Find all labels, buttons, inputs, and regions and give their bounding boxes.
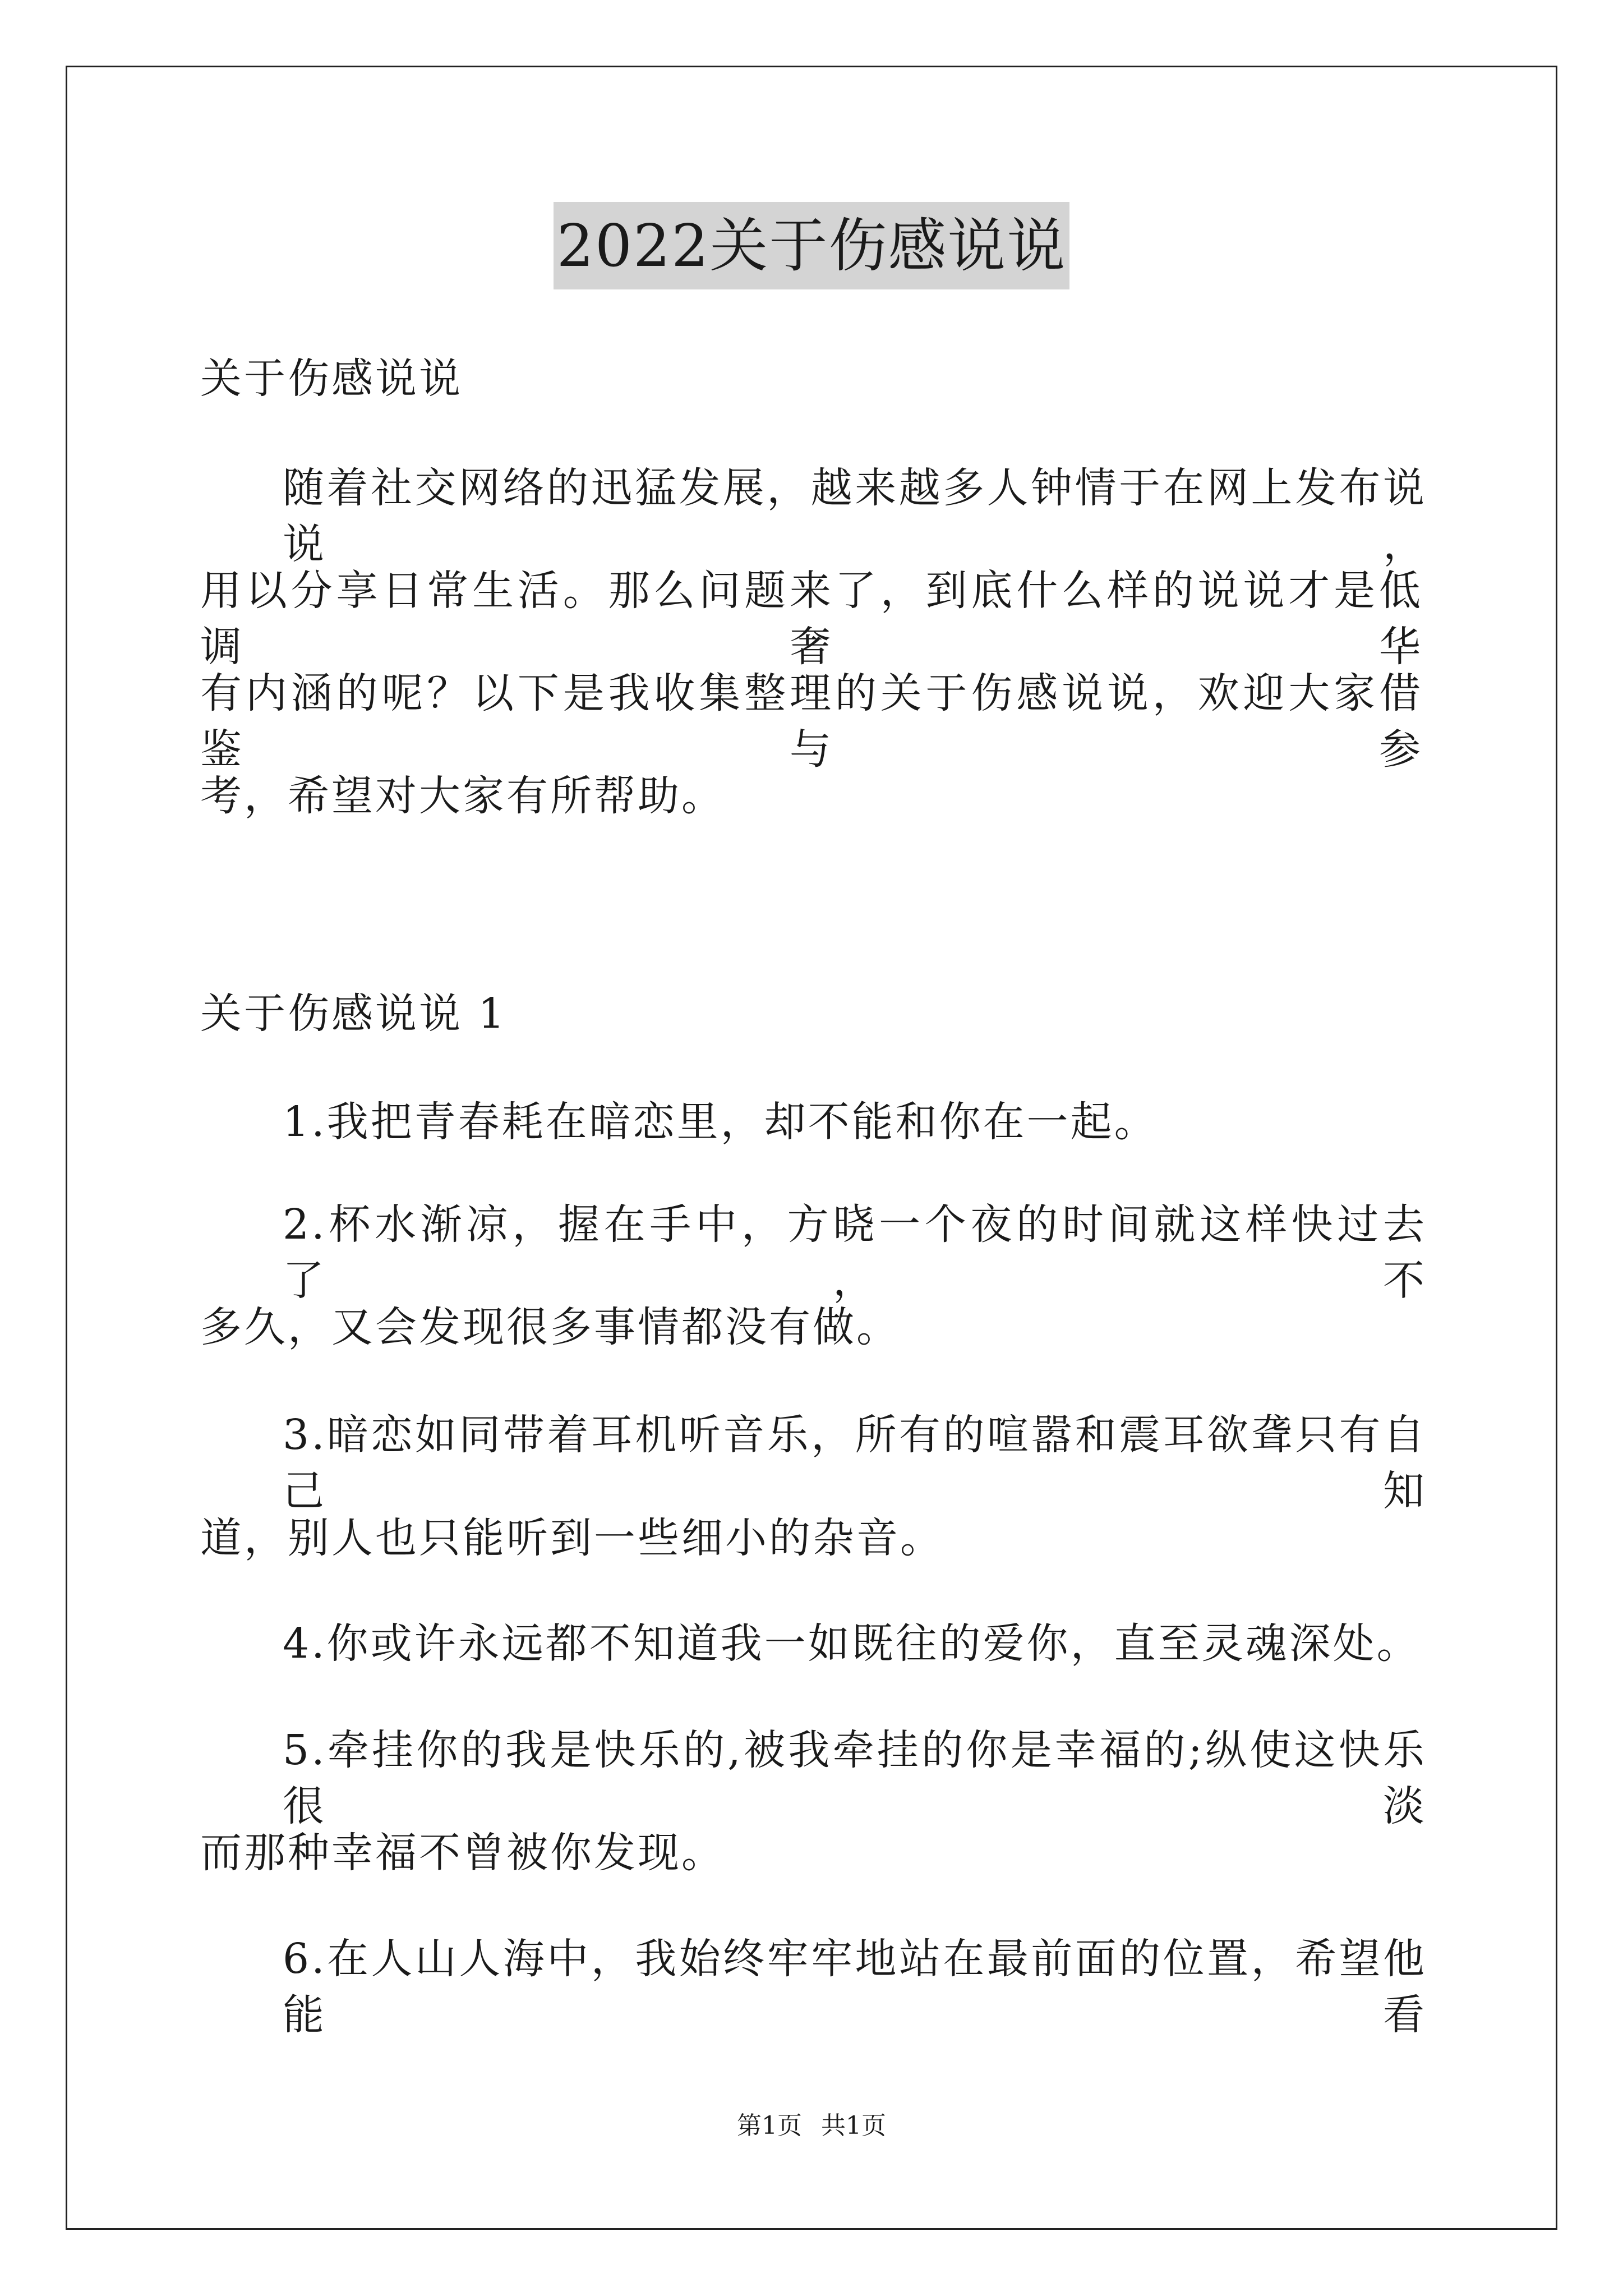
item-line: 2.杯水渐凉，握在手中，方晓一个夜的时间就这样快过去了，不 xyxy=(283,1200,1427,1305)
page-number: 第1页 xyxy=(737,2111,802,2140)
item-line: 多久，又会发现很多事情都没有做。 xyxy=(200,1303,900,1351)
item-line: 6.在人山人海中，我始终牢牢地站在最前面的位置，希望他能看 xyxy=(283,1935,1427,2039)
item-line: 5.牵挂你的我是快乐的,被我牵挂的你是幸福的;纵使这快乐很淡 xyxy=(283,1726,1427,1830)
page-footer xyxy=(0,2109,1623,2143)
item-line: 1.我把青春耗在暗恋里，却不能和你在一起。 xyxy=(283,1098,1158,1146)
page-total: 共1页 xyxy=(821,2111,886,2140)
intro-line: 用以分享日常生活。那么问题来了，到底什么样的说说才是低调奢华 xyxy=(200,567,1423,671)
title-container xyxy=(0,202,1623,289)
document-title: 2022关于伤感说说 xyxy=(554,202,1070,289)
item-line: 而那种幸福不曾被你发现。 xyxy=(200,1829,725,1877)
subheading: 关于伤感说说 1 xyxy=(200,990,507,1038)
intro-line: 有内涵的呢？以下是我收集整理的关于伤感说说，欢迎大家借鉴与参 xyxy=(200,669,1423,774)
item-line: 道，别人也只能听到一些细小的杂音。 xyxy=(200,1514,944,1562)
item-line: 4.你或许永远都不知道我一如既往的爱你，直至灵魂深处。 xyxy=(283,1619,1421,1668)
item-line: 3.暗恋如同带着耳机听音乐，所有的喧嚣和震耳欲聋只有自己知 xyxy=(283,1411,1427,1515)
section-heading: 关于伤感说说 xyxy=(200,355,463,403)
intro-line: 随着社交网络的迅猛发展，越来越多人钟情于在网上发布说说， xyxy=(283,464,1427,568)
intro-line: 考，希望对大家有所帮助。 xyxy=(200,772,725,820)
